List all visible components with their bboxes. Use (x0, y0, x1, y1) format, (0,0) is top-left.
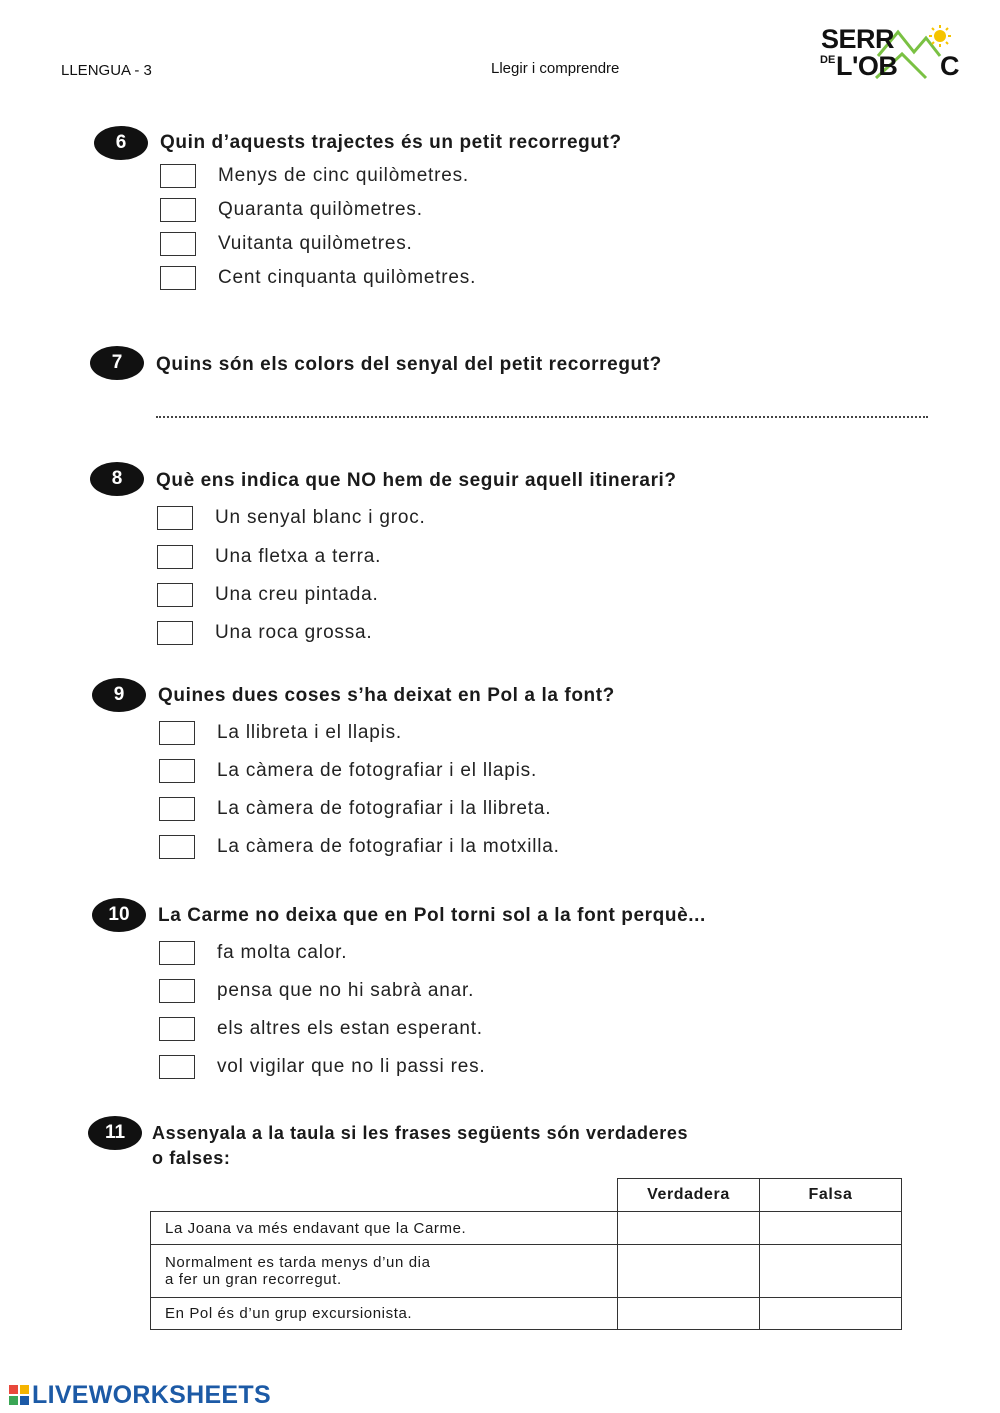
logo-text-end: C (940, 51, 960, 81)
answer-checkbox[interactable] (159, 1017, 195, 1041)
logo-text-de: DE (820, 54, 836, 66)
liveworksheets-icon (8, 1384, 30, 1406)
logo-text-bottom: L'OB (836, 51, 898, 81)
statement-text: La Joana va més endavant que la Carme. (165, 1219, 467, 1237)
liveworksheets-logo (8, 1380, 271, 1410)
option-label: Menys de cinc quilòmetres. (218, 165, 470, 186)
answer-checkbox[interactable] (159, 1055, 195, 1079)
answer-checkbox[interactable] (160, 164, 196, 188)
answer-checkbox[interactable] (159, 759, 195, 783)
false-cell[interactable] (760, 1212, 902, 1245)
answer-checkbox[interactable] (157, 545, 193, 569)
column-header-true: Verdadera (618, 1179, 760, 1212)
question-number-badge: 11 (88, 1116, 142, 1150)
question-title: Assenyala a la taula si les frases següents són verdaderes (152, 1123, 689, 1143)
statement-text-continued: a fer un gran recorregut. (165, 1271, 342, 1288)
answer-checkbox[interactable] (157, 506, 193, 530)
statement-text: En Pol és d’un grup excursionista. (165, 1305, 413, 1322)
answer-checkbox[interactable] (159, 721, 195, 745)
question-number-badge: 6 (94, 126, 148, 160)
false-cell[interactable] (760, 1245, 902, 1298)
option-label: els altres els estan esperant. (217, 1018, 483, 1039)
true-cell[interactable] (618, 1245, 760, 1298)
option-label: vol vigilar que no li passi res. (217, 1056, 486, 1077)
option-label: Cent cinquanta quilòmetres. (218, 267, 477, 288)
answer-checkbox[interactable] (159, 797, 195, 821)
option-label: fa molta calor. (217, 942, 348, 963)
option-label: La llibreta i el llapis. (217, 722, 403, 743)
answer-line[interactable] (156, 416, 928, 418)
answer-checkbox[interactable] (160, 232, 196, 256)
table-header-row (151, 1179, 902, 1212)
question-number-badge: 9 (92, 678, 146, 712)
answer-checkbox[interactable] (159, 835, 195, 859)
true-false-table (150, 1178, 902, 1330)
option-label: Una roca grossa. (215, 622, 373, 643)
question-title: Què ens indica que NO hem de seguir aquell itinerari? (156, 470, 677, 491)
table-row (151, 1245, 902, 1298)
true-cell[interactable] (618, 1212, 760, 1245)
question-number-badge: 7 (90, 346, 144, 380)
option-label: La càmera de fotografiar i el llapis. (217, 760, 538, 781)
statement-cell (151, 1212, 618, 1245)
question-number-badge: 8 (90, 462, 144, 496)
question-title-continued: o falses: (152, 1148, 231, 1168)
false-cell[interactable] (760, 1298, 902, 1330)
school-logo (818, 24, 968, 84)
option-label: Quaranta quilòmetres. (218, 199, 423, 220)
logo-text-top: SERR (821, 24, 895, 54)
answer-checkbox[interactable] (157, 583, 193, 607)
question-title: Quines dues coses s’ha deixat en Pol a la font? (158, 685, 615, 706)
answer-checkbox[interactable] (160, 266, 196, 290)
option-label: pensa que no hi sabrà anar. (217, 980, 475, 1001)
section-title: Llegir i comprendre (491, 60, 620, 77)
option-label: La càmera de fotografiar i la motxilla. (217, 836, 560, 857)
true-cell[interactable] (618, 1298, 760, 1330)
option-label: La càmera de fotografiar i la llibreta. (217, 798, 552, 819)
table-row (151, 1298, 902, 1330)
answer-checkbox[interactable] (159, 941, 195, 965)
answer-checkbox[interactable] (159, 979, 195, 1003)
statement-cell (151, 1298, 618, 1330)
question-number-badge: 10 (92, 898, 146, 932)
column-header-false: Falsa (760, 1179, 902, 1212)
option-label: Un senyal blanc i groc. (215, 507, 426, 528)
option-label: Vuitanta quilòmetres. (218, 233, 413, 254)
statement-cell (151, 1245, 618, 1298)
liveworksheets-brand: LIVEWORKSHEETS (32, 1380, 271, 1409)
question-title: Quin d’aquests trajectes és un petit recorregut? (160, 132, 622, 153)
statement-text: Normalment es tarda menys d’un dia (165, 1254, 431, 1271)
question-title: La Carme no deixa que en Pol torni sol a la font perquè... (158, 905, 706, 926)
answer-checkbox[interactable] (160, 198, 196, 222)
answer-checkbox[interactable] (157, 621, 193, 645)
subject-label: LLENGUA - 3 (61, 62, 152, 79)
table-row (151, 1212, 902, 1245)
question-title: Quins són els colors del senyal del petit recorregut? (156, 354, 662, 375)
table-corner (151, 1179, 618, 1212)
option-label: Una fletxa a terra. (215, 546, 382, 567)
option-label: Una creu pintada. (215, 584, 379, 605)
